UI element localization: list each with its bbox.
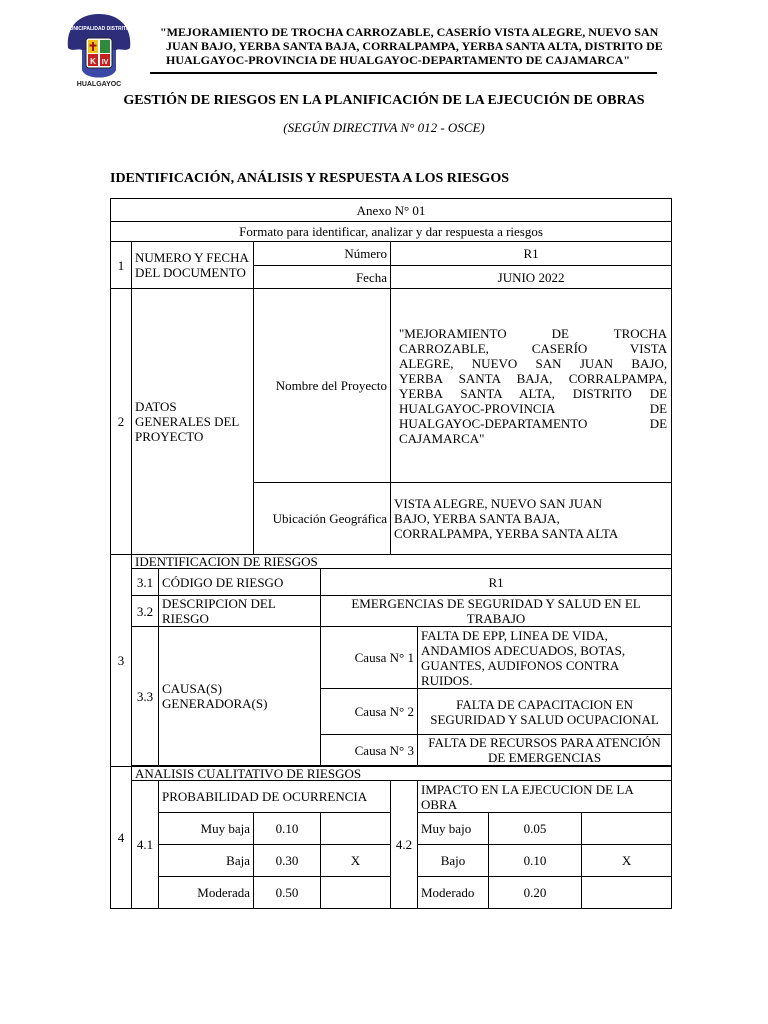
probabilidad-number: 4.1 [132,781,159,909]
impact-level-value: 0.05 [489,813,582,845]
impact-level-value: 0.20 [489,877,582,909]
anexo-label: Anexo N° 01 [111,199,672,222]
prob-level-mark: X [321,845,391,877]
row3-number: 3 [111,555,132,767]
logo-text-bottom: HUALGAYOC [76,81,122,88]
impacto-label: IMPACTO EN LA EJECUCION DE LA OBRA [418,781,672,813]
nombre-line: CAJAMARCA" [399,430,485,446]
row1-label: NUMERO Y FECHA DEL DOCUMENTO [132,242,254,289]
descripcion-label: DESCRIPCION DEL RIESGO [159,596,321,627]
ubicacion-label: Ubicación Geográfica [254,483,391,555]
logo-letter-k: K [90,57,96,66]
causa-2-value: FALTA DE CAPACITACION EN SEGURIDAD Y SALUD OCUPACIONAL [418,689,672,735]
municipality-logo [64,8,134,88]
ubicacion-value [391,483,672,555]
codigo-number: 3.1 [132,569,159,596]
codigo-label: CÓDIGO DE RIESGO [159,569,321,596]
ubicacion-line: BAJO, YERBA SANTA BAJA, [394,511,560,526]
ubicacion-line: CORRALPAMPA, YERBA SANTA ALTA [394,526,619,541]
section-title: IDENTIFICACIÓN, ANÁLISIS Y RESPUESTA A LOS RIESGOS [110,171,509,186]
risk-table [110,198,672,909]
impact-level-mark [582,813,672,845]
causa-label: CAUSA(S) GENERADORA(S) [159,627,321,766]
row4-number: 4 [111,767,132,909]
impact-level-label: Muy bajo [418,813,489,845]
impact-level-value: 0.10 [489,845,582,877]
logo-letter-iv: IV [101,59,109,66]
causa-3-label: Causa N° 3 [321,735,418,766]
prob-level-mark [321,813,391,845]
nombre-line: HUALGAYOC-PROVINCIA DE [399,400,668,416]
fecha-value: JUNIO 2022 [391,266,672,289]
prob-level-label: Muy baja [159,813,254,845]
prob-level-value: 0.10 [254,813,321,845]
descripcion-number: 3.2 [132,596,159,627]
causa-1-label: Causa N° 1 [321,627,418,689]
causa-2-label: Causa N° 2 [321,689,418,735]
row1-number: 1 [111,242,132,289]
numero-label: Número [254,242,391,266]
prob-level-label: Moderada [159,877,254,909]
nombre-line: "MEJORAMIENTO DE TROCHA [399,325,668,341]
row2-label: DATOS GENERALES DEL PROYECTO [132,289,254,555]
directiva-subtitle: (SEGÚN DIRECTIVA N° 012 - OSCE) [283,120,485,135]
nombre-proyecto-value [391,289,672,483]
impact-level-label: Moderado [418,877,489,909]
formato-label: Formato para identificar, analizar y dar respuesta a riesgos [111,222,672,242]
header-title-line: HUALGAYOC-PROVINCIA DE HUALGAYOC-DEPARTAMENTO DE CAJAMARCA" [166,53,631,67]
ubicacion-line: VISTA ALEGRE, NUEVO SAN JUAN [394,496,603,511]
numero-value: R1 [391,242,672,266]
identificacion-header: IDENTIFICACION DE RIESGOS [132,555,672,569]
codigo-value: R1 [321,569,672,596]
nombre-line: HUALGAYOC-DEPARTAMENTO DE [399,415,668,431]
fecha-label: Fecha [254,266,391,289]
nombre-line: YERBA SANTA BAJA, CORRALPAMPA, [399,370,668,386]
causa-3-value: FALTA DE RECURSOS PARA ATENCIÓN DE EMERGENCIAS [418,735,672,766]
analisis-header: ANALISIS CUALITATIVO DE RIESGOS [132,767,672,781]
prob-level-value: 0.50 [254,877,321,909]
header-title [160,25,665,67]
gestion-title: GESTIÓN DE RIESGOS EN LA PLANIFICACIÓN DE LA EJECUCIÓN DE OBRAS [123,93,645,108]
nombre-proyecto-label: Nombre del Proyecto [254,289,391,483]
causa-1-value: FALTA DE EPP, LINEA DE VIDA, ANDAMIOS ADECUADOS, BOTAS, GUANTES, AUDIFONOS CONTRA RUIDOS. [418,627,672,689]
header-title-line: "MEJORAMIENTO DE TROCHA CARROZABLE, CASERÍO VISTA ALEGRE, NUEVO SAN [160,25,659,39]
impact-level-label: Bajo [418,845,489,877]
nombre-line: ALEGRE, NUEVO SAN JUAN BAJO, [399,355,668,371]
descripcion-value: EMERGENCIAS DE SEGURIDAD Y SALUD EN EL TRABAJO [321,596,672,627]
impacto-number: 4.2 [391,781,418,909]
prob-level-label: Baja [159,845,254,877]
nombre-line: CARROZABLE, CASERÍO VISTA [399,340,668,356]
logo-text-top: MUNICIPALIDAD DISTRITAL [65,26,133,32]
nombre-line: YERBA SANTA ALTA, DISTRITO DE [399,385,668,401]
prob-level-mark [321,877,391,909]
impact-level-mark: X [582,845,672,877]
causa-number: 3.3 [132,627,159,766]
impact-level-mark [582,877,672,909]
header-title-line: JUAN BAJO, YERBA SANTA BAJA, CORRALPAMPA, YERBA SANTA ALTA, DISTRITO DE [166,39,663,53]
probabilidad-label: PROBABILIDAD DE OCURRENCIA [159,781,391,813]
prob-level-value: 0.30 [254,845,321,877]
row2-number: 2 [111,289,132,555]
header-divider [150,72,657,74]
